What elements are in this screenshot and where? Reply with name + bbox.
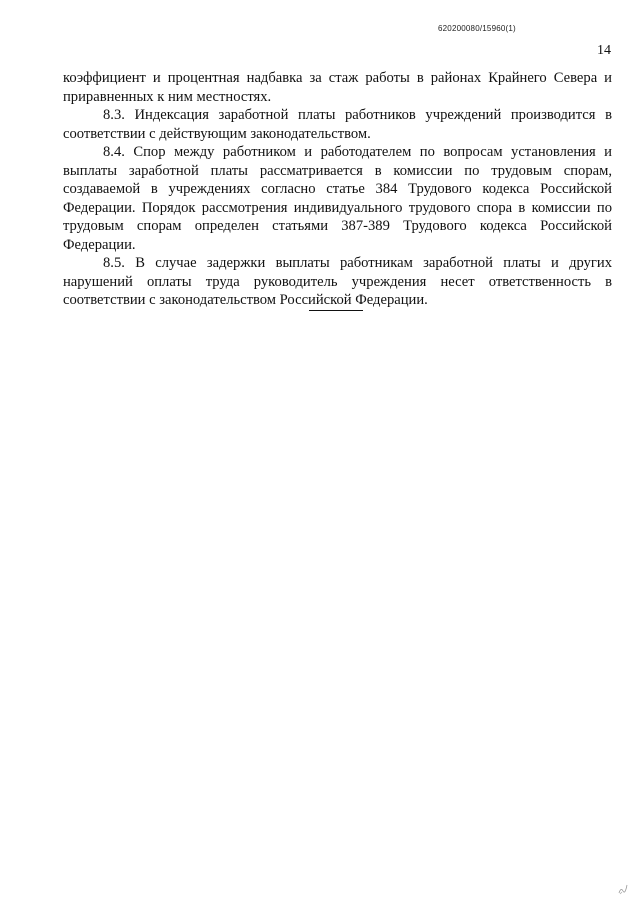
paragraph-8-4: 8.4. Спор между работником и работодателем по вопросам установления и выплаты заработной платы рассматривается в комиссии по трудовым спорам, создаваемой в учреждениях согласно статье 384 Трудового кодекса Российской Федерации. Порядок рассмотрения индивидуального трудового спора в комиссии по трудовым спорам определен статьями 387-389 Трудового кодекса Российской Федерации.	[63, 144, 612, 253]
paragraph-8-3: 8.3. Индексация заработной платы работников учреждений производится в соответствии с действующим законодательством.	[63, 107, 612, 142]
paragraph-continuation: коэффициент и процентная надбавка за стаж работы в районах Крайнего Севера и приравненных к ним местностях.	[63, 70, 612, 105]
scan-mark-icon	[617, 883, 629, 895]
paragraph-8-5: 8.5. В случае задержки выплаты работникам заработной платы и других нарушений оплаты труда руководитель учреждения несет ответственность в соответствии с законодательством Российской Федерации.	[63, 255, 612, 308]
document-id: 620200080/15960(1)	[438, 24, 516, 33]
page-number: 14	[597, 43, 611, 58]
document-body	[63, 69, 612, 310]
end-of-text-rule	[309, 310, 363, 311]
